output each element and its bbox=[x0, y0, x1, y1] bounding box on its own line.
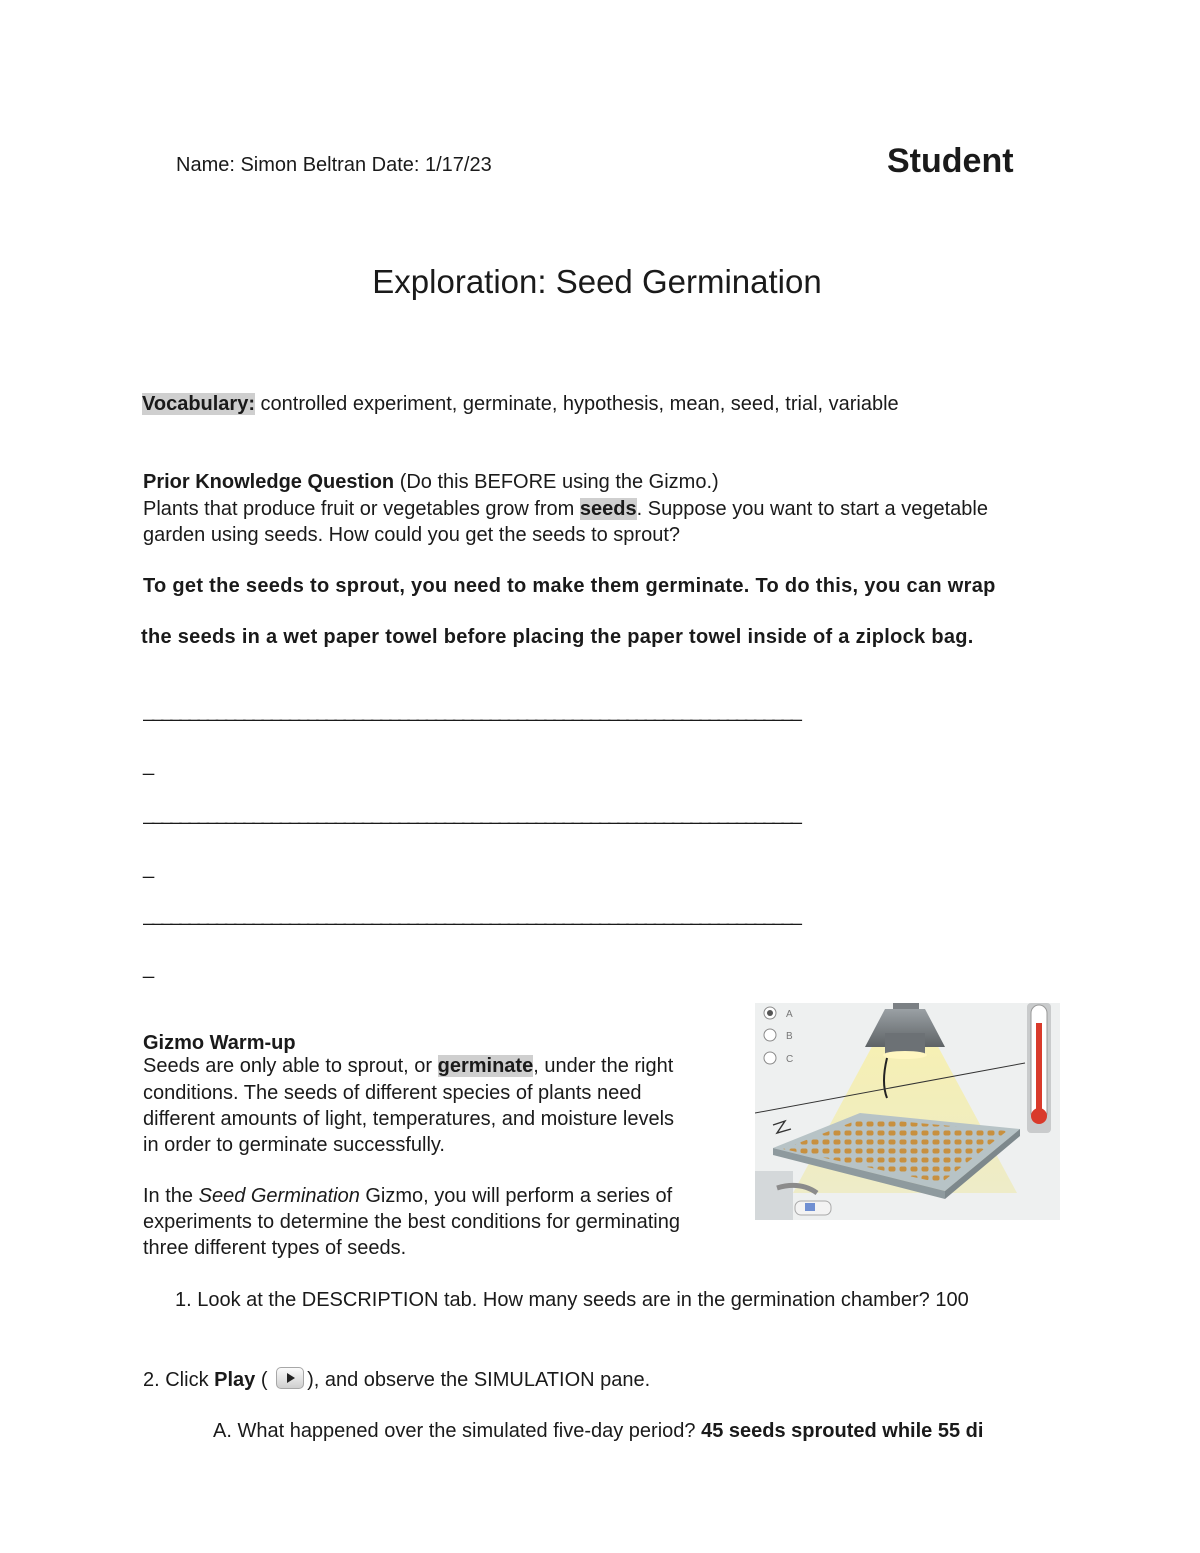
play-icon bbox=[276, 1367, 304, 1389]
question-2-text: ), and observe the SIMULATION pane. bbox=[307, 1369, 651, 1391]
answer-line-1: To get the seeds to sprout, you need to make them germinate. To do this, you can wrap bbox=[143, 575, 996, 597]
warmup-paragraph-2-line-2: experiments to determine the best conditions for germinating bbox=[143, 1211, 680, 1233]
student-label: Student bbox=[887, 142, 1014, 180]
highlight-germinate: germinate bbox=[437, 1055, 534, 1077]
vocabulary-label: Vocabulary: bbox=[142, 393, 255, 415]
question-text: . Suppose you want to start a vegetable bbox=[636, 498, 988, 520]
blank-answer-line-tail: _ bbox=[143, 754, 155, 776]
germination-chamber-illustration bbox=[755, 1003, 1060, 1220]
blank-answer-line-tail: _ bbox=[143, 857, 155, 879]
blank-answer-line-tail: _ bbox=[143, 957, 155, 979]
prior-knowledge-heading-line bbox=[143, 469, 719, 495]
warmup-paragraph-2-line-3: three different types of seeds. bbox=[143, 1237, 407, 1259]
question-2a-text: A. What happened over the simulated five-day period? bbox=[213, 1420, 702, 1442]
vocabulary-line bbox=[142, 391, 899, 417]
highlight-seeds: seeds bbox=[579, 498, 637, 520]
warmup-text: In the bbox=[143, 1185, 199, 1207]
warmup-paragraph-2-line-1 bbox=[143, 1183, 672, 1209]
answer-line-2: the seeds in a wet paper towel before placing the paper towel inside of a ziplock bag. bbox=[141, 626, 974, 648]
question-2a-answer: 45 seeds sprouted while 55 di bbox=[701, 1420, 984, 1442]
warmup-heading: Gizmo Warm-up bbox=[143, 1032, 296, 1054]
page-title: Exploration: Seed Germination bbox=[372, 263, 822, 300]
warmup-text: , under the right bbox=[533, 1055, 674, 1077]
question-2-text: 2. Click bbox=[143, 1369, 215, 1391]
blank-answer-line: ________________________________________________________________________ bbox=[143, 700, 800, 722]
play-label: Play bbox=[214, 1369, 256, 1391]
radio-label-a: A bbox=[786, 1009, 793, 1020]
question-text: Plants that produce fruit or vegetables grow from bbox=[143, 498, 580, 520]
prior-knowledge-question-line-1 bbox=[143, 496, 988, 522]
gizmo-name: Seed Germination bbox=[198, 1185, 360, 1207]
name-date-line: Name: Simon Beltran Date: 1/17/23 bbox=[176, 154, 492, 176]
radio-label-c: C bbox=[786, 1054, 794, 1065]
radio-label-b: B bbox=[786, 1031, 793, 1042]
blank-answer-line: ________________________________________________________________________ bbox=[143, 904, 800, 926]
question-2a bbox=[213, 1418, 983, 1444]
warmup-text: Seeds are only able to sprout, or bbox=[143, 1055, 438, 1077]
prior-knowledge-instruction: (Do this BEFORE using the Gizmo.) bbox=[394, 471, 719, 493]
prior-knowledge-question-line-2: garden using seeds. How could you get the seeds to sprout? bbox=[143, 524, 681, 546]
germination-chamber-image bbox=[755, 1003, 1060, 1220]
vocabulary-terms: controlled experiment, germinate, hypothesis, mean, seed, trial, variable bbox=[255, 393, 899, 415]
blank-answer-line: ________________________________________________________________________ bbox=[143, 803, 800, 825]
question-2 bbox=[143, 1367, 650, 1393]
warmup-paragraph-1-line-1 bbox=[143, 1053, 673, 1079]
warmup-paragraph-1-line-2: conditions. The seeds of different species of plants need bbox=[143, 1082, 642, 1104]
warmup-paragraph-1-line-3: different amounts of light, temperatures, and moisture levels bbox=[143, 1108, 675, 1130]
prior-knowledge-heading: Prior Knowledge Question bbox=[143, 471, 395, 493]
question-1: 1. Look at the DESCRIPTION tab. How many seeds are in the germination chamber? 100 bbox=[175, 1289, 969, 1311]
warmup-paragraph-1-line-4: in order to germinate successfully. bbox=[143, 1134, 445, 1156]
warmup-text: Gizmo, you will perform a series of bbox=[359, 1185, 673, 1207]
question-2-text: ( bbox=[255, 1369, 268, 1391]
